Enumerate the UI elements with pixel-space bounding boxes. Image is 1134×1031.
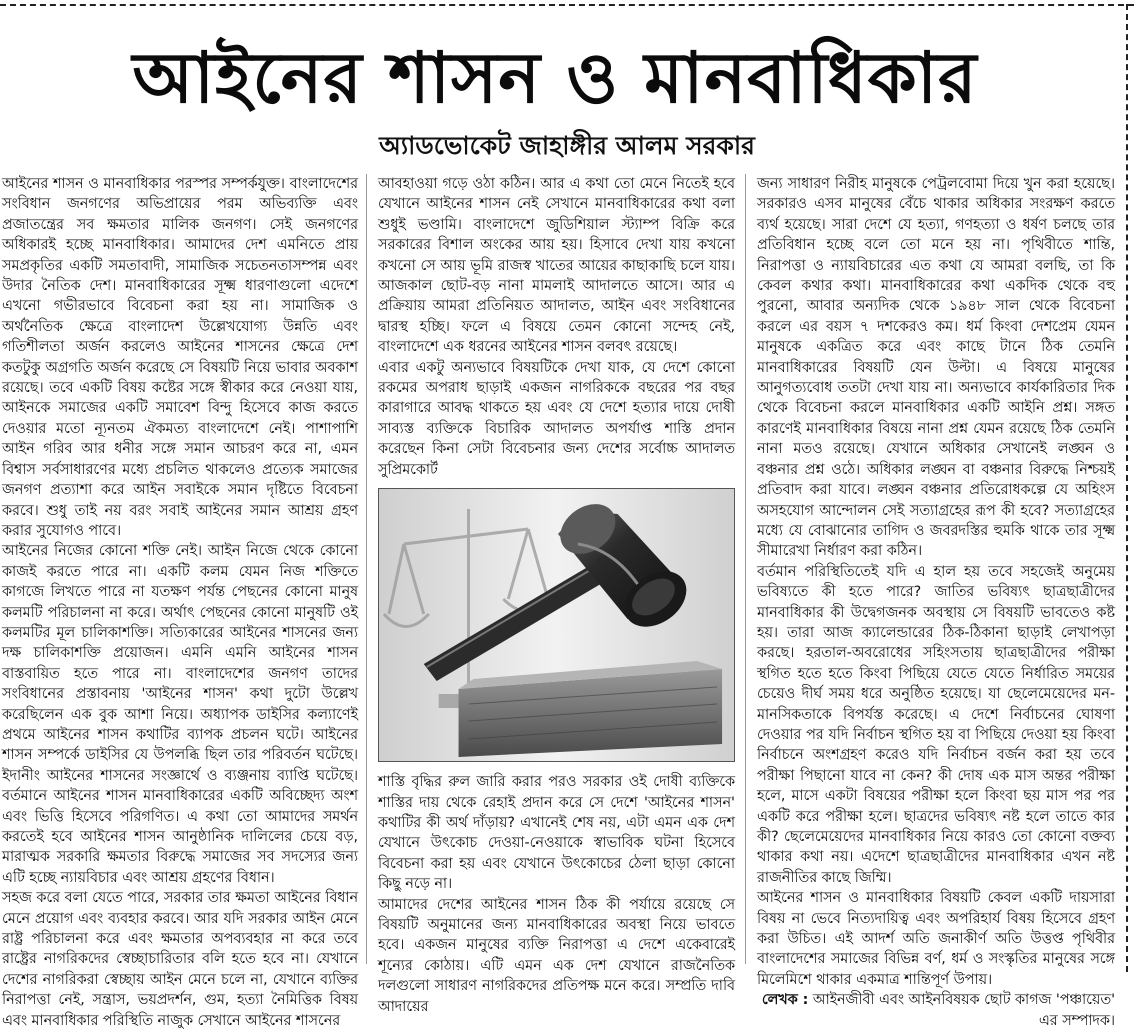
paragraph: আমাদের দেশের আইনের শাসন ঠিক কী পর্যায়ে রয়েছে সে বিষয়টি অনুমানের জন্য মানবাধিকারের অবস্থা নিয়ে ভাবতে হবে। একজন মানুষের ব্যক্তি নিরাপত্তা এ দেশে একেবারেই শূন্যের কোঠায়। এটি এমন এক দেশ যেখানে রাজনৈতিক দলগুলো সাধারণ নাগরিকদের প্রতিপক্ষ মনে করে। সম্প্রতি দাবি আদায়ের (378, 896, 735, 1015)
author-note-text: আইনজীবী এবং আইনবিষয়ক ছোট কাগজ 'পঞ্চায়েত' এর সম্পাদক। (812, 992, 1115, 1029)
article-column-2 (378, 174, 735, 1015)
byline: অ্যাডভোকেট জাহাঙ্গীর আলম সরকার (379, 131, 755, 160)
paragraph: জন্য সাধারণ নিরীহ মানুষকে পেট্রলবোমা দিয়ে খুন করা হয়েছে। সরকারও এসব মানুষের বেঁচে থাকার অধিকার সংরক্ষণ করতে ব্যর্থ হয়েছে। সারা দেশে যে হত্যা, গণহত্যা ও ধর্ষণ চলছে তার প্রতিবিধান হচ্ছে বলে তো মনে হয় না। পৃথিবীতে শান্তি, নিরাপত্তা ও ন্যায়বিচারের এত কথা যে আমরা বলছি, তা কি কেবল কথার কথা। মানবাধিকারের কথা একদিক থেকে বহু পুরনো, আবার অন্যদিক থেকে ১৯৪৮ সাল থেকে বিবেচনা করলে এর বয়স ৭ দশকেরও কম। ধর্ম কিংবা দেশপ্রেম যেমন মানুষকে একত্রিত করে এবং কাছে টানে ঠিক তেমনি মানবাধিকারের বিষয়টি যেন উল্টা। এ বিষয়ে মানুষের আনুগত্যবোধ ততটা দেখা যায় না। অন্যভাবে কার্যকারিতার দিক থেকে বিবেচনা করলে মানবাধিকার একটি আইনি প্রশ্ন। সঙ্গত কারণেই মানবাধিকার বিষয়ে নানা প্রশ্ন যেমন রয়েছে ঠিক তেমনি নানা মতও রয়েছে। যেখানে অধিকার সেখানেই লঙ্ঘন ও বঞ্চনার প্রশ্ন ওঠে। অধিকার লঙ্ঘন বা বঞ্চনার বিরুদ্ধে নিশ্চয়ই প্রতিবাদ করা যাবে। লঙ্ঘন বঞ্চনার প্রতিরোধকল্পে যে অহিংস অসহযোগ আন্দোলন সেই সত্যাগ্রহের রূপ কী হবে? সত্যাগ্রহের মধ্যে যে বোঝানোর তাগিদ ও জবরদস্তির হুমকি থাকে তার সূক্ষ্ম সীমারেখা নির্ধারণ করা কঠিন। (757, 176, 1115, 560)
paragraph: আইনের শাসন ও মানবাধিকার পরস্পর সম্পর্কযুক্ত। বাংলাদেশের সংবিধান জনগণের অভিপ্রায়ের পরম অভিব্যক্তি এবং প্রজাতন্ত্রের সব ক্ষমতার মালিক জনগণ। সেই জনগণের অধিকারই হচ্ছে মানবাধিকার। আমাদের দেশ এমনিতে প্রায় সমপ্রকৃতির একটি সমতাবাদী, সামাজিক সচেতনতাসম্পন্ন এবং উদার নৈতিক দেশ। মানবাধিকারের সূক্ষ্ম ধারণাগুলো এদেশে এখনো গভীরভাবে বিবেচনা করা হয় না। সামাজিক ও অর্থনৈতিক ক্ষেত্রে বাংলাদেশ উল্লেখযোগ্য উন্নতি এবং গতিশীলতা অর্জন করলেও আইনের শাসনের ক্ষেত্রে দেশ কতটুকু অগ্রগতি অর্জন করেছে সে বিষয়টি নিয়ে ভাবার অবকাশ রয়েছে। তবে একটি বিষয় কষ্টের সঙ্গে স্বীকার করে নেওয়া যায়, আইনকে সমাজের একটি সমাবেশ বিন্দু হিসেবে কাজ করতে দেওয়ার মতো ন্যূনতম ঐকমত্য বাংলাদেশে নেই। পাশাপাশি আইন গরিব আর ধনীর সঙ্গে সমান আচরণ করে না, এমন বিশ্বাস সর্বসাধারণের মধ্যে প্রচলিত থাকলেও প্রত্যেক সমাজের জনগণ প্রত্যাশা করে আইন সবাইকে সমান দৃষ্টিতে বিবেচনা করবে। শুধু তাই নয় বরং সবাই আইনের সমান আশ্রয় গ্রহণ করার সুযোগও পাবে। (2, 176, 358, 539)
paragraph: সহজ করে বলা যেতে পারে, সরকার তার ক্ষমতা আইনের বিধান মেনে প্রয়োগ এবং ব্যবহার করবে। আর যদি সরকার আইন মেনে রাষ্ট্র পরিচালনা করে এবং ক্ষমতার অপব্যবহার না করে তবে রাষ্ট্রের নাগরিকদের স্বেচ্ছাচারিতার বলি হতে হবে না। যেখানে দেশের নাগরিকরা স্বেচ্ছায় আইন মেনে চলে না, যেখানে ব্যক্তির নিরাপত্তা নেই, সন্ত্রাস, ভয়প্রদর্শন, গুম, হত্যা নৈমিত্তিক বিষয় এবং মানবাধিকার পরিস্থিতি নাজুক সেখানে আইনের শাসনের (2, 890, 358, 1029)
author-note (757, 990, 1115, 1031)
paragraph: আইনের নিজের কোনো শক্তি নেই। আইন নিজে থেকে কোনো কাজই করতে পারে না। একটি কলম যেমন নিজ শক্তিতে কাগজে লিখতে পারে না যতক্ষণ পর্যন্ত পেছনের কোনো মানুষ কলমটি পরিচালনা না করে। অর্থাৎ পেছনের কোনো মানুষটি ওই কলমটির মূল চালিকাশক্তি। সত্যিকারের আইনের শাসনের জন্য দক্ষ চালিকাশক্তি প্রয়োজন। এমনি এমনি আইনের শাসন বাস্তবায়িত হতে পারে না। বাংলাদেশের জনগণ তাদের সংবিধানের প্রস্তাবনায় 'আইনের শাসন' কথা দুটো উল্লেখ করেছিলেন এক বুক আশা নিয়ে। অধ্যাপক ডাইসির কল্যাণেই প্রথমে আইনের শাসন কথাটির ব্যাপক প্রচলন ঘটে। আইনের শাসন সম্পর্কে ডাইসির যে উপলব্ধি ছিল তার পরিবর্তন ঘটেছে। ইদানীং আইনের শাসনের সংজ্ঞার্থে ও ব্যঞ্জনায় ব্যাপ্তি ঘটেছে। বর্তমানে আইনের শাসন মানবাধিকারের একটি অবিচ্ছেদ্য অংশ এবং ভিত্তি হিসেবে পরিগণিত। এ কথা তো আমাদের সমর্থন করতেই হবে আইনের শাসন আনুষ্ঠানিক দালিলের চেয়ে বড়, মারাত্মক সরকারি ক্ষমতার বিরুদ্ধে সমাজের সব সদস্যের জন্য এটি হচ্ছে ন্যায়বিচার এবং আশ্রয় গ্রহণের বিধান। (2, 543, 358, 886)
column-divider (745, 174, 746, 964)
article-photo (378, 488, 735, 762)
paragraph: আবহাওয়া গড়ে ওঠা কঠিন। আর এ কথা তো মেনে নিতেই হবে যেখানে আইনের শাসন নেই সেখানে মানবাধিকারের কথা বলা শুধুই ভণ্ডামি। বাংলাদেশে জুডিশিয়াল স্ট্যাম্প বিক্রি করে সরকারের বিশাল অংকের আয় হয়। হিসাবে দেখা যায় কখনো কখনো সে আয় ভূমি রাজস্ব খাতের আয়ের কাছাকাছি চলে যায়। আজকাল ছোট-বড় নানা মামলাই আদালতে আসে। আর এ প্রক্রিয়ায় আমরা প্রতিনিয়ত আদালত, আইন এবং সংবিধানের দ্বারস্থ হচ্ছি। ফলে এ বিষয়ে তেমন কোনো সন্দেহ নেই, বাংলাদেশে এক ধরনের আইনের শাসন বলবৎ রয়েছে। (378, 176, 735, 356)
dashed-cut-line-top (0, 4, 1134, 6)
paragraph: শাস্তি বৃদ্ধির রুল জারি করার পরও সরকার ওই দোষী ব্যক্তিকে শাস্তির দায় থেকে রেহাই প্রদান করে সে দেশে 'আইনের শাসন' কথাটির কী অর্থ দাঁড়ায়? এখানেই শেষ নয়, এটা এমন এক দেশ যেখানে উৎকোচ দেওয়া-নেওয়াকে স্বাভাবিক ঘটনা হিসেবে বিবেচনা করা হয় এবং যেখানে উৎকোচের ঠেলা ছাড়া কোনো কিছু নড়ে না। (378, 774, 735, 893)
author-note-label: লেখক : (761, 992, 809, 1009)
paragraph: আইনের শাসন ও মানবাধিকার বিষয়টি কেবল একটি দায়সারা বিষয় না ভেবে নিত্যদায়িত্ব এবং অপরিহার্য বিষয় হিসেবে গ্রহণ করা উচিত। এই আদর্শ অতি জনাকীর্ণ অতি উত্তপ্ত পৃথিবীর বাংলাদেশের সমাজের বিভিন্ন বর্ণ, ধর্ম ও সংস্কৃতির মানুষের সঙ্গে মিলেমিশে থাকার একমাত্র শান্তিপূর্ণ উপায়। (757, 890, 1115, 988)
paragraph: এবার একটু অন্যভাবে বিষয়টিকে দেখা যাক, যে দেশে কোনো রকমের অপরাধ ছাড়াই একজন নাগরিককে বছরের পর বছর কারাগারে আবদ্ধ থাকতে হয় এবং যে দেশে হত্যার দায়ে দোষী সাব্যস্ত ব্যক্তিকে বিচারিক আদালত অপর্যাপ্ত শাস্তি প্রদান করেছেন কিনা সেটা বিবেচনার জন্য দেশের সর্বোচ্চ আদালত সুপ্রিমকোর্ট (378, 359, 735, 478)
article-column-1 (2, 174, 358, 1029)
article-column-3 (757, 174, 1115, 1029)
gavel-and-scales-icon (379, 489, 734, 761)
column-divider (366, 174, 367, 964)
paragraph: বর্তমান পরিস্থিতিতেই যদি এ হাল হয় তবে সহজেই অনুমেয় ভবিষ্যতে কী হতে পারে? জাতির ভবিষ্যৎ ছাত্রছাত্রীদের মানবাধিকার কী উদ্বেগজনক অবস্থায় সে বিষয়টি ভাবতেও কষ্ট হয়। তারা আজ ক্যালেন্ডারের ঠিক-ঠিকানা ছাড়াই লেখাপড়া করছে। হরতাল-অবরোধের সহিংসতায় ছাত্রছাত্রীদের পরীক্ষা স্থগিত হতে হতে কিংবা পিছিয়ে যেতে যেতে নির্ধারিত সময়ের চেয়েও দীর্ঘ সময় ধরে অনুষ্ঠিত হয়েছে। যা ছেলেমেয়েদের মন-মানসিকতাকে বিপর্যস্ত করেছে। এ দেশে নির্বাচনের ঘোষণা দেওয়ার পর যদি নির্বাচন স্থগিত হয় বা পিছিয়ে দেওয়া হয় কিংবা নির্বাচনে অংশগ্রহণ করেও যদি নির্বাচন বর্জন করা হয় তবে পরীক্ষা পিছানো যাবে না কেন? কী দোষ এক মাস অন্তর পরীক্ষা হলে, মাসে একটা বিষয়ের পরীক্ষা হলে কিংবা ছয় মাস পর পর একটি করে পরীক্ষা হলে। ছাত্রদের ভবিষ্যৎ নষ্ট হলে তাতে কার কী? ছেলেমেয়েদের মানবাধিকার নিয়ে কারও তো কোনো বক্তব্য থাকার কথা নয়। এদেশে ছাত্রছাত্রীদের মানবাধিকার এখন নষ্ট রাজনীতির কাছে জিম্মি। (757, 563, 1115, 886)
headline: আইনের শাসন ও মানবাধিকার (132, 37, 978, 119)
